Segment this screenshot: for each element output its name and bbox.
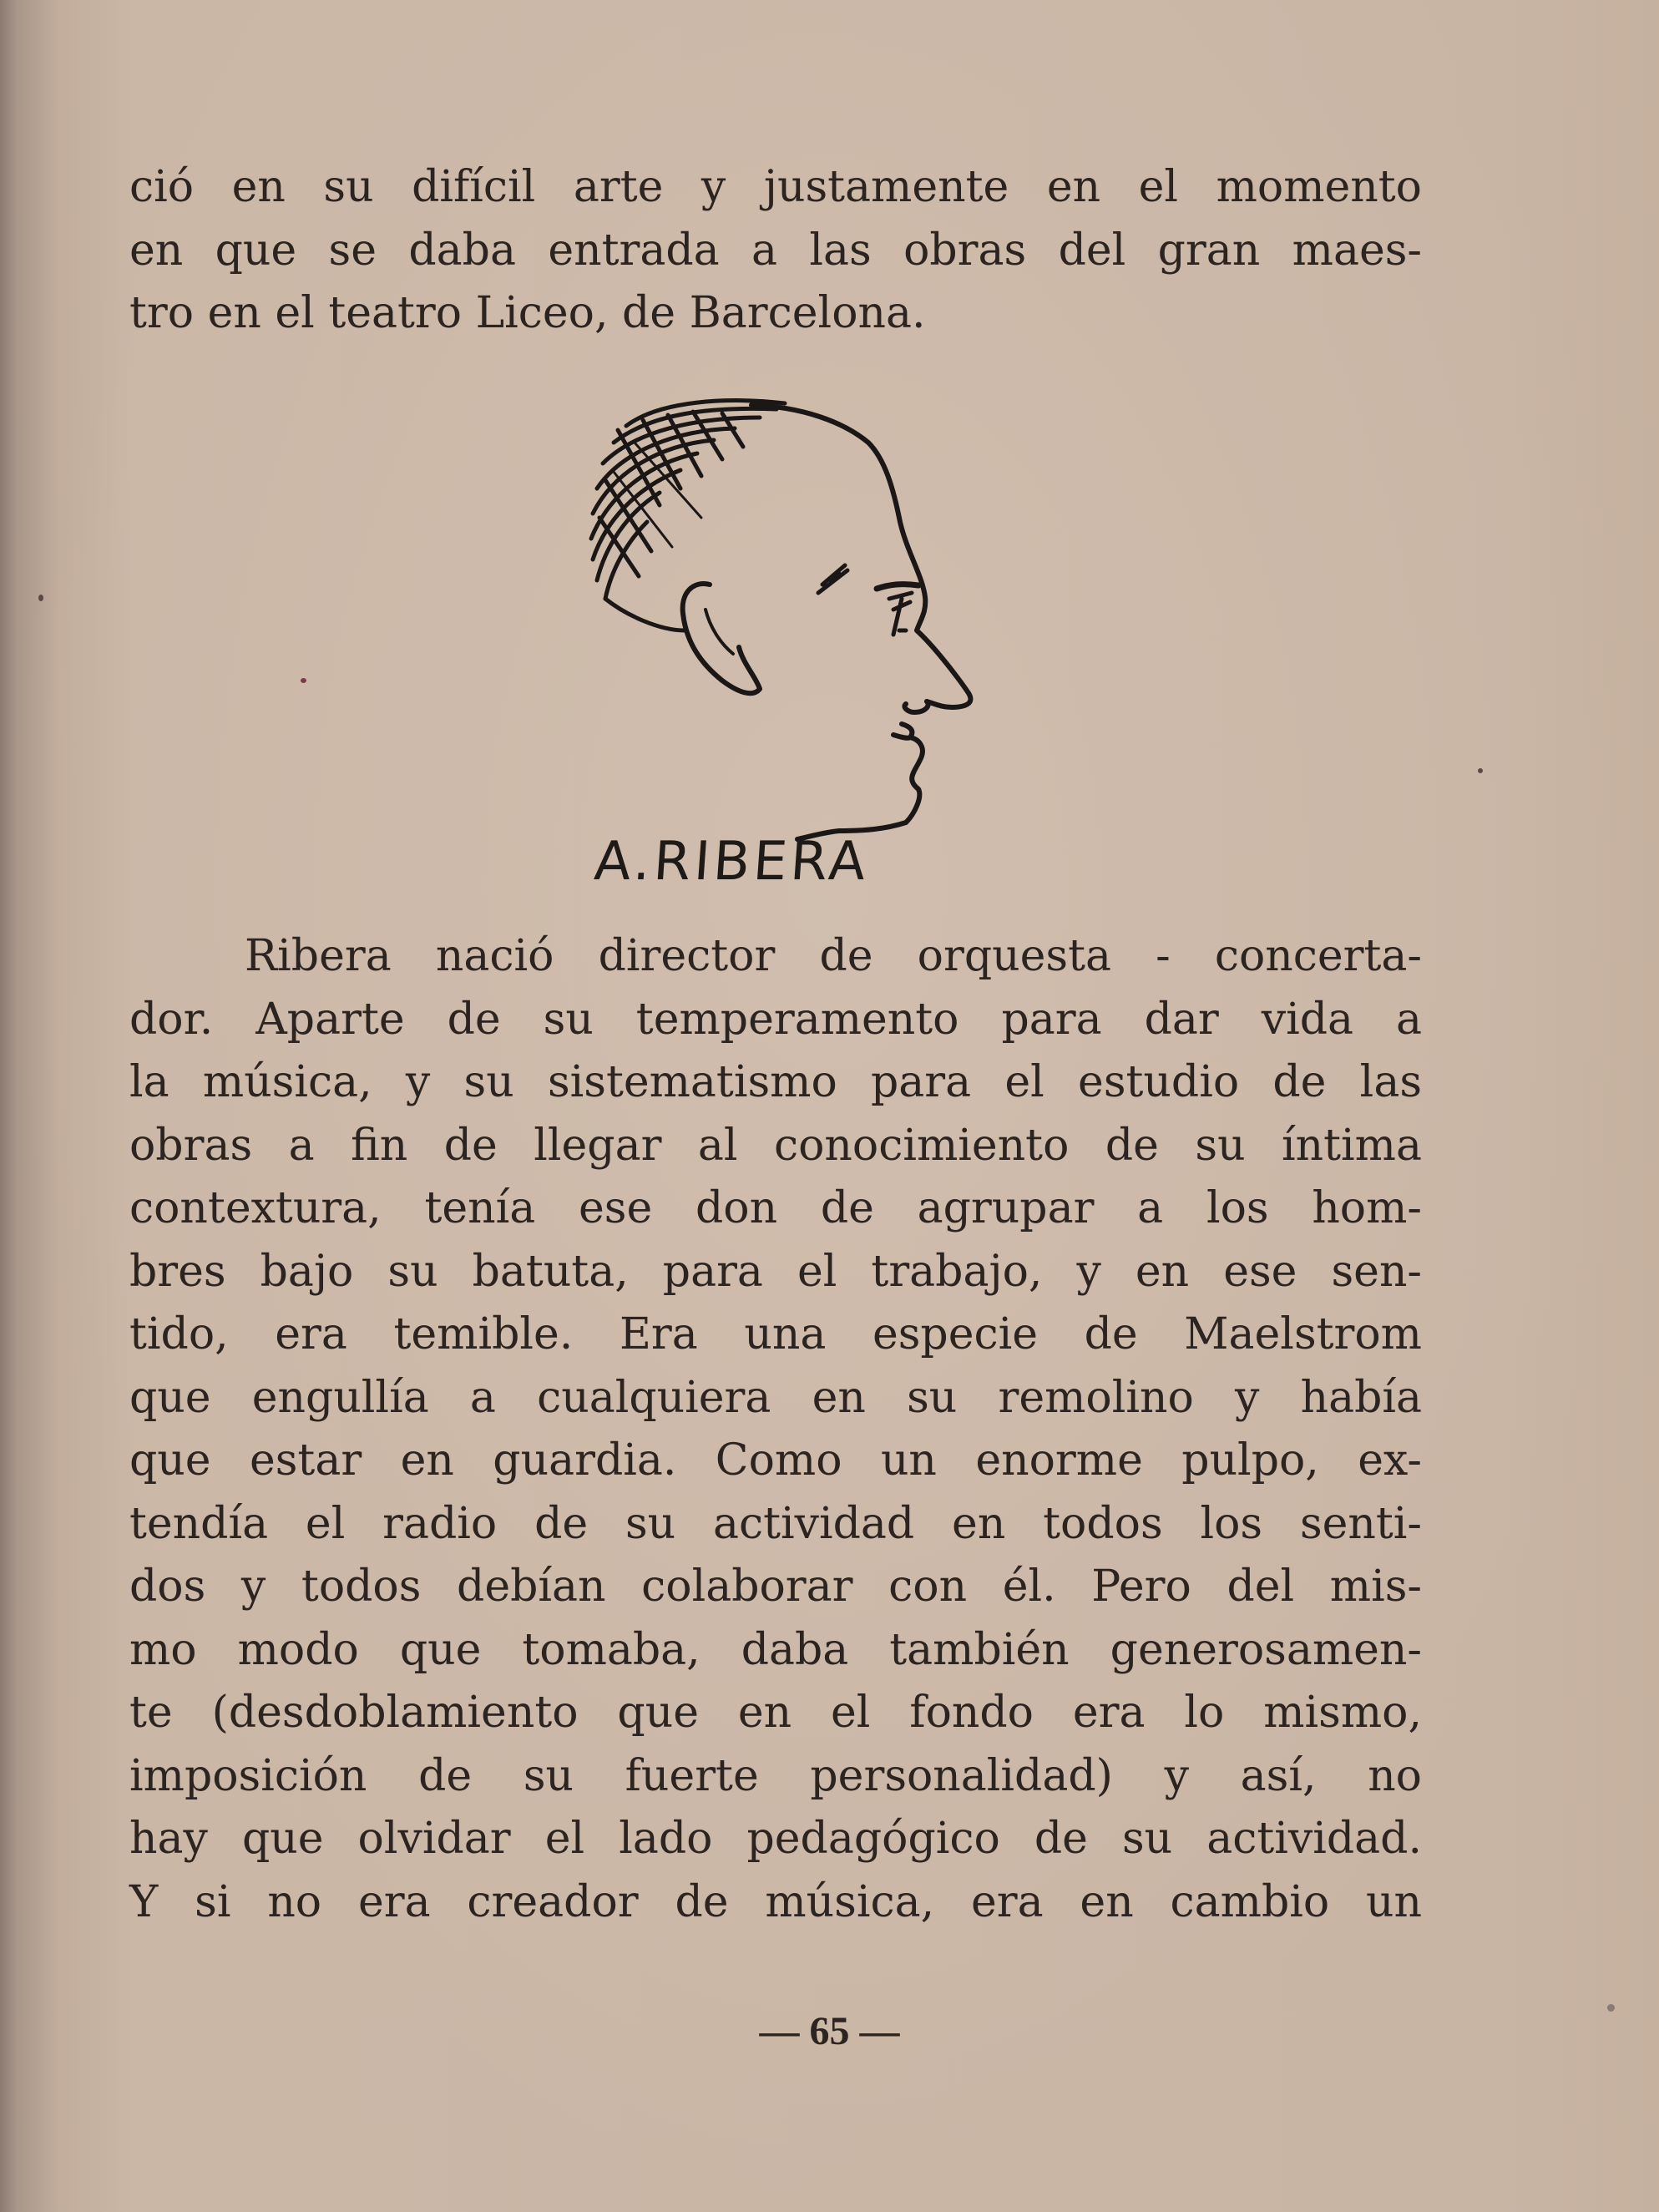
paper-speck — [1478, 768, 1483, 773]
text-line: dos y todos debían colaborar con él. Pero del mis- — [129, 1562, 1422, 1612]
sketch-signature: A.RIBERA — [592, 831, 871, 893]
text-line: mo modo que tomaba, daba también generosamen- — [129, 1624, 1422, 1675]
text-line: tido, era temible. Era una especie de Maelstrom — [129, 1309, 1422, 1359]
hair-hatching — [591, 401, 785, 599]
text-line: que engullía a cualquiera en su remolino y había — [129, 1372, 1422, 1423]
paragraph-main — [129, 925, 1422, 1934]
text-line: bres bajo su batuta, para el trabajo, y en ese sen- — [129, 1246, 1422, 1297]
text-line: ció en su difícil arte y justamente en el momento — [129, 162, 1422, 212]
portrait-sketch — [534, 380, 1002, 848]
text-line: contextura, tenía ese don de agrupar a los hom- — [129, 1183, 1422, 1233]
ear — [683, 584, 760, 693]
text-line: tro en el teatro Liceo, de Barcelona. — [129, 288, 926, 338]
text-line: Ribera nació director de orquesta - concerta- — [245, 931, 1422, 981]
text-line: en que se daba entrada a las obras del gran maes- — [129, 225, 1422, 276]
paragraph-continued — [129, 156, 1422, 346]
text-line: la música, y su sistematismo para el estudio de las — [129, 1057, 1422, 1107]
mouth-chin — [797, 724, 923, 839]
text-line: tendía el radio de su actividad en todos los senti- — [129, 1498, 1422, 1549]
eye — [877, 585, 918, 589]
text-line: obras a fin de llegar al conocimiento de su íntima — [129, 1120, 1422, 1171]
text-line: que estar en guardia. Como un enorme pulpo, ex- — [129, 1435, 1422, 1486]
text-line: Y si no era creador de música, era en cambio un — [129, 1876, 1422, 1927]
text-line: te (desdoblamiento que en el fondo era lo mismo, — [129, 1688, 1422, 1738]
head-outline — [751, 405, 970, 707]
text-line: imposición de su fuerte personalidad) y así, no — [129, 1750, 1422, 1801]
text-line: hay que olvidar el lado pedagógico de su actividad. — [129, 1814, 1422, 1864]
paper-speck — [301, 678, 306, 683]
paper-speck — [38, 595, 43, 601]
text-line: dor. Aparte de su temperamento para dar vida a — [129, 994, 1422, 1045]
page-number: — 65 — — [759, 2009, 900, 2053]
